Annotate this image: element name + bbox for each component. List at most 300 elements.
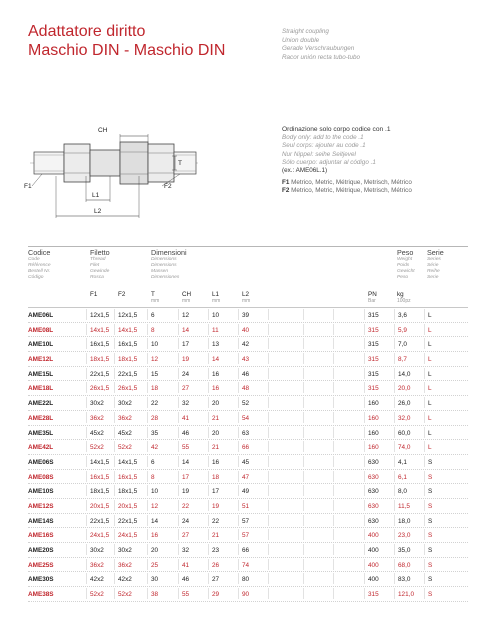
left-thread-body — [34, 152, 64, 174]
cell-kg: 60,0 — [398, 429, 411, 437]
cell-l1: 23 — [212, 547, 220, 554]
cell-serie: S — [428, 576, 433, 584]
cell-serie: S — [428, 458, 433, 466]
column-separator — [208, 559, 209, 570]
cell-f1: 24x1,5 — [90, 532, 110, 540]
cell-l1: 20 — [212, 429, 220, 437]
cell-l2: 52 — [242, 400, 250, 408]
column-separator — [208, 515, 209, 526]
cell-ch: 14 — [182, 458, 190, 466]
column-separator — [424, 427, 425, 438]
column-separator — [147, 427, 148, 438]
cell-t: 38 — [151, 591, 159, 599]
header-peso-sub-1: Weight — [397, 257, 413, 262]
col-kg-label: kg — [397, 291, 404, 298]
column-separator — [303, 324, 304, 335]
order-line-4: Sólo cuerpo: adjuntar al código .1 — [282, 158, 376, 166]
column-separator — [178, 559, 179, 570]
column-separator — [333, 441, 334, 452]
table-row — [28, 352, 468, 367]
column-separator — [147, 441, 148, 452]
title-translations — [282, 28, 360, 62]
column-separator — [303, 368, 304, 379]
cell-ch: 55 — [182, 444, 190, 452]
cell-l1: 21 — [212, 414, 220, 422]
column-separator — [333, 485, 334, 496]
cell-l1: 26 — [212, 561, 220, 569]
header-codice-sub-2: Référence — [28, 263, 51, 269]
cell-l1: 18 — [212, 473, 220, 481]
column-separator — [147, 485, 148, 496]
column-separator — [178, 500, 179, 511]
column-separator — [208, 412, 209, 423]
header-peso — [397, 248, 415, 281]
cell-pn: 160 — [368, 414, 379, 422]
cell-code: AME06L — [28, 312, 54, 319]
column-separator — [208, 338, 209, 349]
column-separator — [303, 573, 304, 584]
cell-pn: 400 — [368, 547, 379, 554]
column-separator — [86, 500, 87, 511]
cell-t: 30 — [151, 576, 159, 584]
cell-t: 12 — [151, 356, 159, 364]
cell-l2: 51 — [242, 502, 250, 510]
cell-l1: 14 — [212, 356, 220, 364]
cell-t: 18 — [151, 385, 159, 393]
column-separator — [303, 338, 304, 349]
column-separator — [333, 427, 334, 438]
cell-l1: 16 — [212, 385, 220, 393]
cell-kg: 4,1 — [398, 458, 407, 466]
cell-code: AME42L — [28, 444, 54, 452]
column-separator — [178, 353, 179, 364]
column-separator — [147, 573, 148, 584]
column-separator — [394, 544, 395, 555]
column-separator — [208, 573, 209, 584]
table-row — [28, 514, 468, 529]
column-separator — [303, 500, 304, 511]
cell-f1: 14x1,5 — [90, 326, 110, 334]
header-filetto-sub-3: Gewinde — [90, 269, 110, 275]
cell-t: 25 — [151, 561, 159, 569]
cell-kg: 32,0 — [398, 414, 411, 422]
cell-ch: 41 — [182, 414, 190, 422]
column-separator — [208, 324, 209, 335]
cell-t: 10 — [151, 488, 159, 496]
cell-code: AME25S — [28, 561, 54, 569]
cell-code: AME35L — [28, 429, 54, 437]
column-separator — [333, 500, 334, 511]
body-center — [90, 150, 120, 176]
cell-ch: 32 — [182, 400, 190, 408]
cell-f2: 52x2 — [118, 591, 132, 599]
col-f2 — [118, 291, 125, 298]
cell-l1: 16 — [212, 370, 220, 378]
column-separator — [86, 338, 87, 349]
cell-serie: S — [428, 547, 433, 554]
column-separator — [394, 368, 395, 379]
column-separator — [86, 353, 87, 364]
column-separator — [147, 456, 148, 467]
column-separator — [424, 397, 425, 408]
column-separator — [238, 456, 239, 467]
cell-code: AME08L — [28, 326, 54, 334]
column-separator — [208, 456, 209, 467]
cell-f1: 20x1,5 — [90, 502, 110, 510]
cell-f1: 16x1,5 — [90, 341, 110, 349]
column-separator — [268, 309, 269, 320]
cell-l2: 90 — [242, 591, 250, 599]
cell-l2: 63 — [242, 429, 250, 437]
cell-f1: 30x2 — [90, 400, 104, 408]
column-separator — [333, 368, 334, 379]
column-separator — [178, 397, 179, 408]
col-l2 — [242, 291, 250, 305]
column-separator — [147, 324, 148, 335]
cell-pn: 160 — [368, 444, 379, 452]
cell-kg: 20,0 — [398, 385, 411, 393]
f2-label: F2 — [164, 183, 172, 190]
col-t-label: T — [151, 291, 155, 298]
cell-serie: L — [428, 414, 432, 422]
order-line-2: Seul corps: ajouter au code .1 — [282, 142, 366, 150]
column-separator — [268, 324, 269, 335]
cell-ch: 19 — [182, 356, 190, 364]
cell-f2: 45x2 — [118, 429, 132, 437]
column-separator — [303, 309, 304, 320]
column-separator — [394, 338, 395, 349]
table-row — [28, 323, 468, 338]
cell-f2: 22x1,5 — [118, 370, 138, 378]
column-separator — [394, 324, 395, 335]
cell-code: AME15L — [28, 370, 54, 378]
column-separator — [86, 456, 87, 467]
cell-pn: 630 — [368, 458, 379, 466]
column-separator — [147, 588, 148, 599]
column-separator — [303, 456, 304, 467]
order-f2-label: F2 — [282, 187, 290, 195]
cell-f2: 42x2 — [118, 576, 132, 584]
column-separator — [394, 441, 395, 452]
column-separator — [268, 368, 269, 379]
column-separator — [114, 324, 115, 335]
cell-ch: 41 — [182, 561, 190, 569]
column-separator — [364, 559, 365, 570]
table-row — [28, 367, 468, 382]
col-l2-label: L2 — [242, 291, 250, 298]
translation-en: Straight coupling — [282, 28, 329, 35]
cell-l1: 16 — [212, 458, 220, 466]
column-separator — [303, 397, 304, 408]
column-separator — [424, 485, 425, 496]
column-separator — [114, 427, 115, 438]
cell-code: AME20S — [28, 547, 54, 554]
column-separator — [238, 397, 239, 408]
cell-serie: L — [428, 385, 432, 393]
column-separator — [303, 471, 304, 482]
column-separator — [303, 559, 304, 570]
cell-l1: 17 — [212, 488, 220, 496]
f1-label: F1 — [24, 183, 32, 190]
cell-ch: 24 — [182, 517, 190, 525]
cell-t: 35 — [151, 429, 159, 437]
cell-pn: 315 — [368, 312, 379, 319]
translation-es: Racor unión recta tubo-tubo — [282, 53, 361, 61]
column-separator — [86, 588, 87, 599]
order-f1-label: F1 — [282, 179, 290, 187]
column-separator — [238, 515, 239, 526]
column-separator — [238, 544, 239, 555]
col-f1 — [90, 291, 97, 298]
column-separator — [147, 382, 148, 393]
col-kg — [397, 291, 411, 305]
column-separator — [333, 588, 334, 599]
header-dimensioni-sub-3: Massen — [151, 269, 169, 275]
cell-pn: 315 — [368, 370, 379, 378]
right-nut — [148, 144, 174, 182]
cell-f1: 16x1,5 — [90, 473, 110, 481]
column-separator — [114, 309, 115, 320]
cell-kg: 18,0 — [398, 517, 411, 525]
cell-l2: 57 — [242, 532, 250, 540]
column-separator — [86, 382, 87, 393]
cell-l1: 29 — [212, 591, 220, 599]
column-separator — [394, 500, 395, 511]
column-separator — [86, 485, 87, 496]
cell-t: 15 — [151, 370, 159, 378]
cell-ch: 22 — [182, 502, 190, 510]
cell-l2: 42 — [242, 341, 250, 349]
cell-f1: 18x1,5 — [90, 356, 110, 364]
order-f2-note — [282, 187, 412, 195]
cell-ch: 55 — [182, 591, 190, 599]
column-separator — [268, 500, 269, 511]
column-separator — [178, 573, 179, 584]
column-separator — [86, 441, 87, 452]
column-separator — [178, 382, 179, 393]
table-top-rule — [28, 246, 468, 247]
cell-code: AME18L — [28, 385, 54, 393]
cell-f1: 52x2 — [90, 591, 104, 599]
column-separator — [364, 412, 365, 423]
cell-serie: L — [428, 370, 432, 378]
header-serie — [427, 248, 444, 281]
table-row — [28, 426, 468, 441]
cell-pn: 315 — [368, 356, 379, 364]
column-separator — [178, 412, 179, 423]
t-label: T — [178, 160, 182, 167]
column-separator — [303, 515, 304, 526]
cell-pn: 160 — [368, 429, 379, 437]
column-separator — [178, 471, 179, 482]
cell-code: AME06S — [28, 458, 54, 466]
cell-kg: 7,0 — [398, 341, 407, 349]
column-separator — [114, 485, 115, 496]
column-separator — [268, 456, 269, 467]
column-separator — [114, 456, 115, 467]
column-separator — [86, 309, 87, 320]
column-separator — [147, 471, 148, 482]
column-separator — [147, 397, 148, 408]
cell-t: 8 — [151, 326, 155, 334]
cell-l1: 13 — [212, 341, 220, 349]
column-separator — [424, 456, 425, 467]
col-ch-label: CH — [182, 291, 192, 298]
header-codice — [28, 248, 51, 281]
cell-f2: 36x2 — [118, 561, 132, 569]
column-separator — [424, 338, 425, 349]
cell-serie: L — [428, 429, 432, 437]
column-separator — [333, 309, 334, 320]
column-separator — [364, 353, 365, 364]
cell-f2: 18x1,5 — [118, 356, 138, 364]
cell-t: 6 — [151, 458, 155, 466]
cell-f1: 36x2 — [90, 561, 104, 569]
table-row — [28, 543, 468, 558]
cell-pn: 630 — [368, 517, 379, 525]
table-row — [28, 440, 468, 455]
column-separator — [364, 309, 365, 320]
column-separator — [238, 353, 239, 364]
cell-ch: 46 — [182, 576, 190, 584]
column-separator — [268, 397, 269, 408]
cell-kg: 74,0 — [398, 444, 411, 452]
column-separator — [303, 382, 304, 393]
cell-l1: 27 — [212, 576, 220, 584]
table-row — [28, 455, 468, 470]
header-dimensioni-sub-1: Dimensions — [151, 257, 177, 262]
cell-kg: 35,0 — [398, 547, 411, 554]
column-separator — [333, 559, 334, 570]
column-separator — [178, 544, 179, 555]
column-separator — [114, 382, 115, 393]
column-separator — [364, 515, 365, 526]
cell-f1: 36x2 — [90, 414, 104, 422]
cell-f2: 16x1,5 — [118, 473, 138, 481]
column-separator — [424, 368, 425, 379]
cell-code: AME10L — [28, 341, 54, 349]
header-dimensioni-sub-4: Dimensiones — [151, 275, 180, 281]
column-separator — [208, 368, 209, 379]
column-separator — [268, 353, 269, 364]
cell-l1: 21 — [212, 444, 220, 452]
column-separator — [86, 324, 87, 335]
column-separator — [424, 559, 425, 570]
header-filetto-sub-2: Filet — [90, 263, 100, 269]
column-separator — [333, 324, 334, 335]
header-serie-main: Serie — [427, 248, 444, 257]
column-separator — [364, 471, 365, 482]
column-separator — [114, 588, 115, 599]
cell-l2: 54 — [242, 414, 250, 422]
column-separator — [303, 412, 304, 423]
column-separator — [268, 573, 269, 584]
cell-l2: 48 — [242, 385, 250, 393]
cell-pn: 315 — [368, 591, 379, 599]
column-separator — [268, 427, 269, 438]
table-row — [28, 396, 468, 411]
cell-ch: 12 — [182, 312, 190, 319]
col-l2-unit: mm — [242, 298, 251, 304]
column-separator — [364, 427, 365, 438]
column-separator — [424, 309, 425, 320]
cell-ch: 24 — [182, 370, 190, 378]
cell-kg: 8,7 — [398, 356, 407, 364]
column-separator — [208, 353, 209, 364]
column-separator — [268, 588, 269, 599]
column-separator — [114, 573, 115, 584]
col-pn-label: PN — [368, 291, 377, 298]
cell-f1: 45x2 — [90, 429, 104, 437]
cell-pn: 400 — [368, 576, 379, 584]
column-separator — [147, 544, 148, 555]
column-separator — [147, 515, 148, 526]
column-separator — [238, 500, 239, 511]
cell-code: AME16S — [28, 532, 54, 540]
column-separator — [364, 573, 365, 584]
column-separator — [394, 309, 395, 320]
cell-kg: 6,1 — [398, 473, 407, 481]
column-separator — [114, 368, 115, 379]
cell-l1: 22 — [212, 517, 220, 525]
cell-f1: 22x1,5 — [90, 370, 110, 378]
cell-f2: 18x1,5 — [118, 488, 138, 496]
column-separator — [303, 529, 304, 540]
column-separator — [424, 544, 425, 555]
column-separator — [208, 529, 209, 540]
column-separator — [238, 471, 239, 482]
cell-pn: 160 — [368, 400, 379, 408]
l2-label: L2 — [94, 208, 102, 215]
column-separator — [86, 427, 87, 438]
column-separator — [364, 382, 365, 393]
column-separator — [114, 353, 115, 364]
cell-f2: 30x2 — [118, 400, 132, 408]
cell-l2: 39 — [242, 312, 250, 319]
ch-label: CH — [98, 127, 108, 134]
column-separator — [424, 441, 425, 452]
cell-serie: S — [428, 591, 433, 599]
cell-l1: 19 — [212, 502, 220, 510]
column-separator — [303, 544, 304, 555]
column-separator — [208, 485, 209, 496]
header-filetto-sub-1: Thread — [90, 257, 106, 262]
column-separator — [364, 544, 365, 555]
cell-kg: 5,9 — [398, 326, 407, 334]
column-separator — [333, 353, 334, 364]
column-separator — [86, 529, 87, 540]
order-line-3: Nur Nippel: seihe Seitjevel — [282, 150, 356, 158]
cell-t: 8 — [151, 473, 155, 481]
column-separator — [147, 368, 148, 379]
column-separator — [333, 456, 334, 467]
column-separator — [178, 456, 179, 467]
cell-serie: S — [428, 532, 433, 540]
column-separator — [238, 427, 239, 438]
column-separator — [147, 338, 148, 349]
cell-pn: 315 — [368, 385, 379, 393]
column-separator — [303, 427, 304, 438]
column-separator — [208, 309, 209, 320]
cell-l2: 74 — [242, 561, 250, 569]
table-row — [28, 470, 468, 485]
cell-ch: 27 — [182, 385, 190, 393]
cell-pn: 400 — [368, 561, 379, 569]
column-separator — [178, 309, 179, 320]
cell-l2: 49 — [242, 488, 250, 496]
cell-t: 22 — [151, 400, 159, 408]
cell-t: 14 — [151, 517, 159, 525]
